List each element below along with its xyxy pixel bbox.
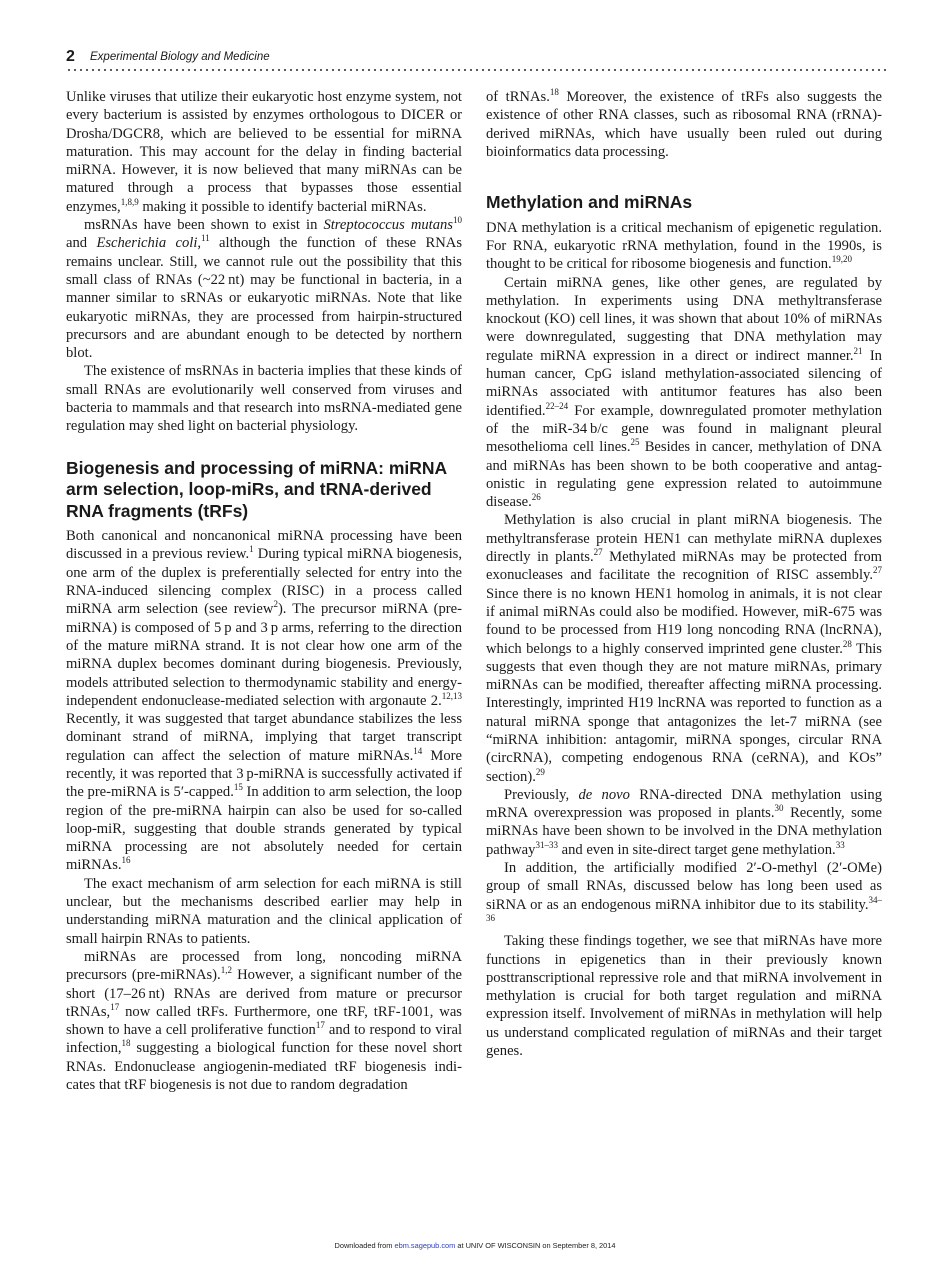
citation: 12,13 — [441, 690, 462, 701]
paragraph: of tRNAs.$^{18}$ Moreover, the existence of tRFs also suggests the existence of other RNA classes, such as ribosomal RNA (rRNA)-derived miRNAs, which have usually been ruled out during bioinformatics data processing. — [486, 87, 883, 160]
left-column — [66, 88, 462, 1094]
citation: 1,2 — [220, 965, 232, 976]
citation: 1 — [249, 544, 254, 555]
citation: 15 — [233, 782, 243, 793]
citation: 26 — [531, 492, 541, 503]
citation: 31–33 — [535, 839, 558, 850]
citation: 11 — [201, 233, 210, 244]
citation: 14 — [413, 745, 423, 756]
citation: 34–36 — [486, 894, 882, 923]
dotted-rule — [66, 69, 887, 71]
paragraph: Both canonical and noncanonical miRNA processing have been discussed in a previous review.$^1$ During typical miRNA biogenesis, one arm of the duplex is preferentially selected for entry into the RNA-induced silencing complex (RISC) in a process called miRNA arm selection (see review$^2$). The precursor miRNA (pre-miRNA) is composed of 5 p and 3 p arms, referring to the direction of the mature miRNA strand. It is not clear how one arm of the miRNA duplex becomes dominant during biogenesis. Previously, models attributed selection to thermodynamic stability and energy-independent endonuclease-mediated selection with argonaute 2.$^{12,13}$ Recently, it was suggested that target abundance stabilizes the less dominant strand of miRNA, implying that target transcript regulation can affect the selection of mature miRNAs.$^{14}$ More recently, it was reported that 3 p-miRNA is successfully activated if the pre-miRNA is 5′-capped.$^{15}$ In addition to arm selection, the loop region of the pre-miRNA hairpin can also be used for so-called loop-miR, suggesting that double strands generated by typical miRNA processing are not absolutely needed for certain miRNAs.$^{16}$ — [66, 528, 463, 874]
citation: 16 — [121, 855, 131, 866]
paragraph: DNA methylation is a critical mechanism of epigenetic regulation. For RNA, eukaryotic rRNA methylation, found in the 1990s, is thought to be critical for ribosome biogenesis and function.$^{19,20}$ — [486, 219, 882, 273]
right-column — [486, 88, 882, 1060]
citation: 27 — [873, 565, 882, 576]
page-number: 2 — [66, 48, 75, 65]
species-name: Streptococcus mutans — [323, 217, 453, 234]
citation: 28 — [842, 638, 852, 649]
latin-term: de novo — [578, 786, 630, 803]
paragraph: Previously, de novo RNA-directed DNA methylation using mRNA overexpression was proposed in plants.$^{30}$ Recently, some miRNAs have been shown to be involved in the DNA methylation pathway$^{31-33}$ and even in site-direct target gene methylation.$^{33}$ — [486, 786, 882, 858]
download-footer: Downloaded from ebm.sagepub.com at UNIV OF WISCONSIN on September 8, 2014 — [334, 1241, 616, 1250]
citation: 29 — [535, 766, 545, 777]
species-name: Escherichia coli, — [96, 235, 202, 252]
citation: 18 — [121, 1038, 131, 1049]
sagepub-link[interactable]: ebm.sagepub.com — [394, 1241, 456, 1250]
paragraph: miRNAs are processed from long, noncoding miRNA precursors (pre-miRNAs).$^{1,2}$ However, a significant number of the short (17–26 nt) RNAs are derived from mature or precursor tRNAs,$^{17}$ now called tRFs. Furthermore, one tRF, tRF-1001, was shown to have a cell proliferative function$^{17}$ and to respond to viral infection,$^{18}$ suggesting a biological function for these novel short RNAs. Endonuclease angiogenin-mediated tRF biogenesis indicates that tRF biogenesis is not due to random degradation — [66, 948, 463, 1094]
citation: 18 — [549, 87, 559, 97]
citation: 10 — [452, 215, 462, 226]
citation: 21 — [853, 345, 863, 356]
paragraph: Methylation is also crucial in plant miRNA biogenesis. The methyltransferase protein HEN1 can methylate miRNA duplexes directly in plants.$^{27}$ Methylated miRNAs may be protected from exonucleases and facilitate the recognition of RISC assembly.$^{27}$ Since there is no known HEN1 homolog in animals, it is not clear if animal miRNAs could also be modified. However, miR-675 was found to be processed from H19 long noncoding RNA (lncRNA), which belongs to a highly conserved imprinted gene cluster.$^{28}$ This suggests that even though they are not mature miRNAs, primary miRNAs can be modified, thereafter affecting miRNA processing. Interestingly, imprinted H19 lncRNA was reported to function as a natural miRNA sponge that antagonizes the let-7 miRNA (see “miRNA inhibition: antagomir, miRNA sponges, circular RNA (circRNA), competing endogenous RNA (ceRNA), and KOs” section).$^{29}$ — [486, 512, 882, 785]
paragraph: The existence of msRNAs in bacteria implies that these kinds of small RNAs are evolutionarily well conserved from viruses and bacteria to mammals and that research into msRNA-mediated gene regulation may shed light on bacterial physiology. — [66, 363, 462, 435]
citation: 1,8,9 — [120, 196, 139, 207]
paragraph: Certain miRNA genes, like other genes, are regulated by methylation. In experiments using DNA methyltransferase knockout (KO) cell lines, it was shown that about 10% of miRNAs were downregulated, suggesting that DNA methylation may regulate miRNA expression in a direct or indirect manner.$^{21}$ In human cancer, CpG island methylation-associated silencing of miRNAs associated with antitumor features has also been identified.$^{22-24}$ For example, downregulated promoter methylation of the miR-34 b/c gene was found in malignant pleural mesothelioma cell lines.$^{25}$ Besides in cancer, methylation of DNA and miRNAs has been shown to be both cooperative and antagonistic in regulating gene expression related to autoimmune disease.$^{26}$ — [486, 274, 882, 511]
citation: 30 — [774, 803, 784, 814]
citation: 33 — [835, 839, 845, 850]
section-heading: Biogenesis and processing of miRNA: miRNA arm selection, loop-miRs, and tRNA-derived RNA fragments (tRFs) — [66, 457, 447, 521]
citation: 25 — [630, 437, 640, 448]
journal-name: Experimental Biology and Medicine — [90, 51, 270, 63]
paragraph: In addition, the artificially modified 2′-O-methyl (2′-OMe) group of small RNAs, discussed below has long been used as siRNA or as an endogenous miRNA inhibitor due to its stability.$^{34-36}$ — [486, 860, 882, 923]
citation: 17 — [110, 1001, 120, 1012]
citation: 2 — [273, 599, 278, 610]
citation: 17 — [315, 1020, 325, 1031]
paragraph: Taking these findings together, we see that miRNAs have more functions in epigenetics than in their previously known posttranscriptional repressive role and that miRNA involvement in methylation is crucial for both target regulation and miRNA expression itself. Involvement of miRNAs in methylation will help us understand complicated regulation of miRNAs and their target genes. — [486, 933, 882, 1060]
paragraph: The exact mechanism of arm selection for each miRNA is still unclear, but the mechanisms described earlier may help in understanding miRNA maturation and the clinical application of small hairpin RNAs to patients. — [66, 875, 462, 947]
citation: 22–24 — [545, 400, 569, 411]
section-heading: Methylation and miRNAs — [486, 192, 693, 213]
paragraph: Unlike viruses that utilize their eukaryotic host enzyme system, not every bacterium is assisted by enzymes orthologous to DICER or Drosha/DGCR8, which are believed to be essential for miRNA maturation. This may account for the delay in finding bacterial miRNA. However, it is now believed that many miRNAs can be matured through a process that bypasses those essential enzymes,$^{1,8,9}$ making it possible to identify bacterial miRNAs. — [66, 89, 462, 215]
running-header — [66, 48, 887, 70]
citation: 27 — [593, 547, 603, 558]
citation: 19,20 — [831, 254, 852, 265]
paragraph: msRNAs have been shown to exist in Streptococcus mutans$^{10}$ and Escherichia coli,$^{11}$ although the function of these RNAs remains unclear. Still, we cannot rule out the possibility that this small class of RNAs (~22 nt) may be functional in bacteria, in a manner similar to sRNAs or eukaryotic miRNAs. Note that like eukaryotic miRNAs, they are processed from hairpin-structured precursors and are abundant enough to be detected by northern blot. — [66, 215, 462, 362]
